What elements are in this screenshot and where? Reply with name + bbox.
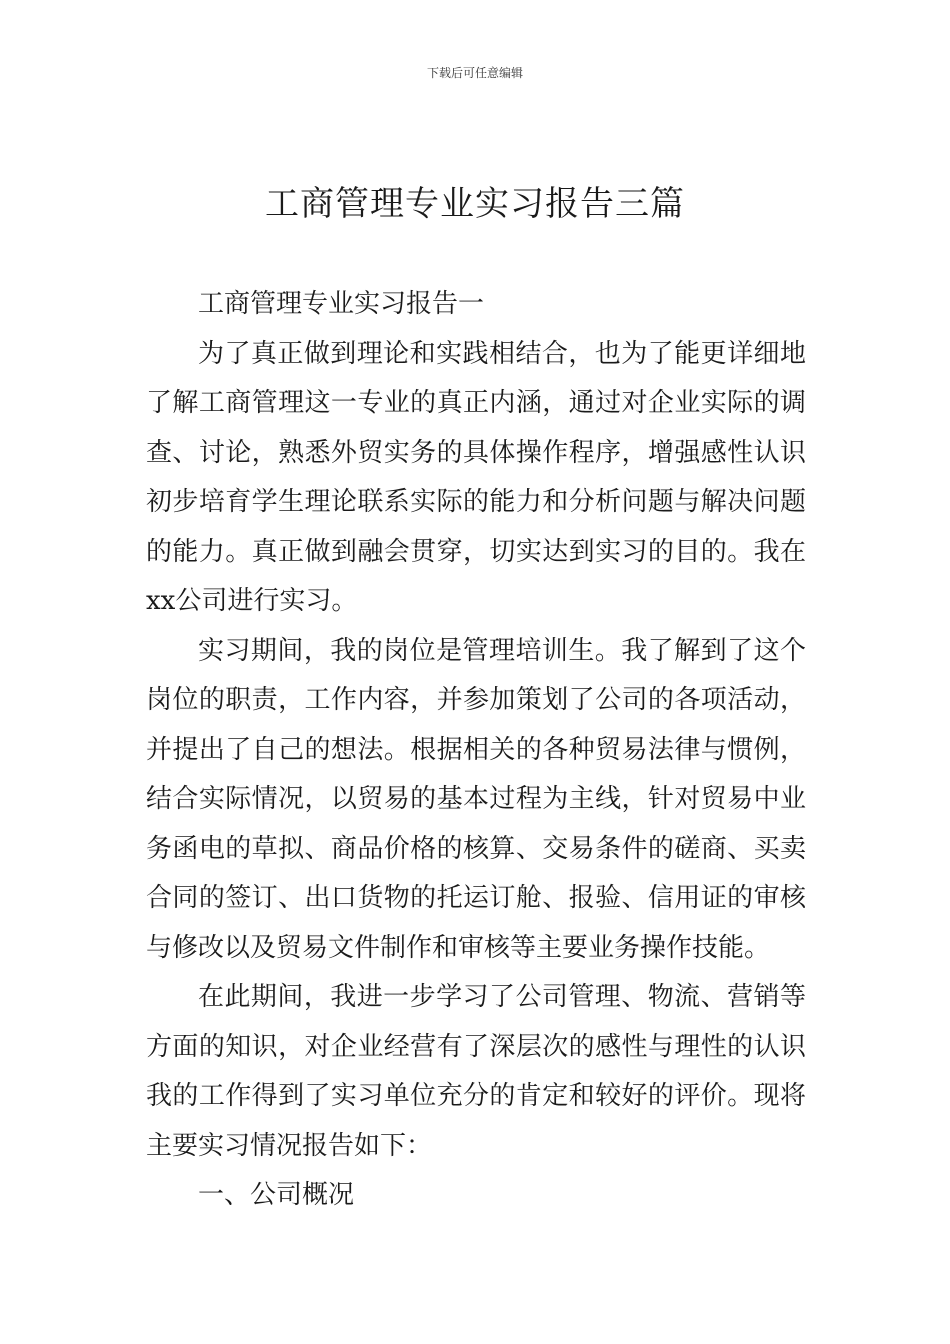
header-note: 下载后可任意编辑	[426, 66, 523, 80]
paragraph-1: 为了真正做到理论和实践相结合，也为了能更详细地了解工商管理这一专业的真正内涵，通过对企业实际的调查、讨论，熟悉外贸实务的具体操作程序，增强感性认识初步培育学生理论联系实际的能力和分析问题与解决问题的能力。真正做到融会贯穿，切实达到实习的目的。我在xx公司进行实习。	[146, 338, 806, 616]
report-one-heading: 工商管理专业实习报告一	[198, 289, 485, 319]
document-body	[146, 280, 806, 1221]
document-title: 工商管理专业实习报告三篇	[265, 184, 685, 224]
paragraph-3: 在此期间，我进一步学习了公司管理、物流、营销等方面的知识，对企业经营有了深层次的感性与理性的认识我的工作得到了实习单位充分的肯定和较好的评价。现将主要实习情况报告如下：	[146, 982, 806, 1161]
subheading-company-overview: 一、公司概况	[198, 1180, 355, 1210]
paragraph-2: 实习期间，我的岗位是管理培训生。我了解到了这个岗位的职责，工作内容，并参加策划了公司的各项活动，并提出了自己的想法。根据相关的各种贸易法律与惯例，结合实际情况，以贸易的基本过程为主线，针对贸易中业务函电的草拟、商品价格的核算、交易条件的磋商、买卖合同的签订、出口货物的托运订舱、报验、信用证的审核与修改以及贸易文件制作和审核等主要业务操作技能。	[146, 635, 806, 963]
